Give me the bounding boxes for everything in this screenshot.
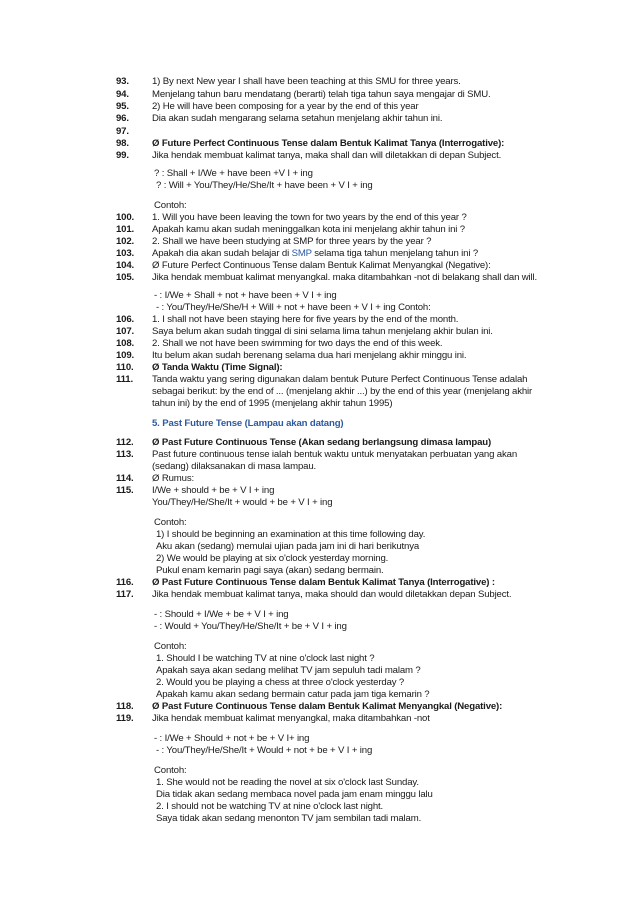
line-number: 112. — [116, 437, 134, 448]
line-number: 104. — [116, 260, 135, 271]
line-text: Jika hendak membuat kalimat tanya, maka shall dan will diletakkan di depan Subject. — [152, 150, 502, 161]
example-text: Aku akan (sedang) memulai ujian pada jam ini di hari berikutnya — [156, 541, 420, 552]
line-text: 2) He will have been composing for a year by the end of this year — [152, 101, 419, 112]
line-number: 114. — [116, 473, 134, 484]
example-text: Saya tidak akan sedang menonton TV jam sembilan tadi malam. — [156, 813, 422, 824]
line-number: 110. — [116, 362, 134, 373]
section-heading: Ø Future Perfect Continuous Tense dalam Bentuk Kalimat Tanya (Interrogative): — [152, 138, 505, 149]
line-text: Ø Rumus: — [152, 473, 194, 484]
example-label-text: Contoh: — [154, 641, 187, 652]
line-number: 111. — [116, 374, 134, 385]
example-text: Apakah saya akan sedang melihat TV jam sepuluh tadi malam ? — [156, 665, 421, 676]
line-number: 94. — [116, 89, 129, 100]
formula-text: You/They/He/She/It + would + be + V I + ing — [152, 497, 333, 508]
formula-text: - : Would + You/They/He/She/It + be + V I + ing — [154, 621, 347, 632]
example-text: 2. I should not be watching TV at nine o'clock last night. — [156, 801, 384, 812]
line-number: 109. — [116, 350, 135, 361]
line-text: Apakah kamu akan sudah meninggalkan kota ini menjelang akhir tahun ini ? — [152, 224, 465, 235]
example-text: 1. She would not be reading the novel at six o'clock last Sunday. — [156, 777, 419, 788]
line-number: 116. — [116, 577, 134, 588]
line-text: 2. Shall we have been studying at SMP for three years by the year ? — [152, 236, 432, 247]
line-number: 100. — [116, 212, 135, 223]
smp-link[interactable]: SMP — [291, 248, 312, 259]
line-text: I/We + should + be + V I + ing — [152, 485, 275, 496]
line-text: Tanda waktu yang sering digunakan dalam bentuk Puture Perfect Continuous Tense adalah — [152, 374, 528, 385]
section-heading: Ø Tanda Waktu (Time Signal): — [152, 362, 283, 373]
line-number: 107. — [116, 326, 135, 337]
line-text: 1. Will you have been leaving the town for two years by the end of this year ? — [152, 212, 467, 223]
formula-text: ? : Shall + I/We + have been +V I + ing — [154, 168, 313, 179]
section-title-text: 5. Past Future Tense (Lampau akan datang) — [152, 418, 344, 429]
line-text-part: Apakah dia akan sudah belajar di — [152, 248, 292, 259]
line-number: 97. — [116, 126, 129, 137]
line-number: 99. — [116, 150, 129, 161]
line-text: Jika hendak membuat kalimat menyangkal. maka ditambahkan -not di belakang shall dan will. — [152, 272, 538, 283]
line-text: Saya belum akan sudah tinggal di sini selama lima tahun menjelang akhir bulan ini. — [152, 326, 493, 337]
line-text: Itu belum akan sudah berenang selama dua hari menjelang akhir minggu ini. — [152, 350, 467, 361]
example-label-text: Contoh: — [154, 517, 187, 528]
line-number: 101. — [116, 224, 135, 235]
line-text: Jika hendak membuat kalimat menyangkal, maka ditambahkan -not — [152, 713, 430, 724]
line-text: 2. Shall we not have been swimming for two days the end of this week. — [152, 338, 443, 349]
formula-text: - : Should + I/We + be + V I + ing — [154, 609, 289, 620]
example-text: Pukul enam kemarin pagi saya (akan) sedang bermain. — [156, 565, 384, 576]
example-text: Apakah kamu akan sedang bermain catur pada jam tiga kemarin ? — [156, 689, 430, 700]
line-text: Past future continuous tense ialah bentuk waktu untuk menyatakan perbuatan yang akan — [152, 449, 518, 460]
formula-text: - : I/We + Shall + not + have been + V I + ing — [154, 290, 337, 301]
line-text: Dia akan sudah mengarang selama setahun menjelang akhir tahun ini. — [152, 113, 443, 124]
line-text: (sedang) dilaksanakan di masa lampau. — [152, 461, 317, 472]
line-number: 119. — [116, 713, 134, 724]
example-label-text: Contoh: — [154, 765, 187, 776]
section-heading: Ø Past Future Continuous Tense dalam Bentuk Kalimat Tanya (Interrogative) : — [152, 577, 495, 588]
formula-text: - : You/They/He/She/It + Would + not + be + V I + ing — [156, 745, 373, 756]
line-number: 108. — [116, 338, 135, 349]
example-text: Dia tidak akan sedang membaca novel pada jam enam minggu lalu — [156, 789, 433, 800]
line-number: 95. — [116, 101, 129, 112]
section-heading: Ø Past Future Continuous Tense (Akan sedang berlangsung dimasa lampau) — [152, 437, 492, 448]
line-number: 96. — [116, 113, 129, 124]
line-text: Jika hendak membuat kalimat tanya, maka should dan would diletakkan depan Subject. — [152, 589, 512, 600]
line-number: 106. — [116, 314, 135, 325]
section-heading: Ø Past Future Continuous Tense dalam Bentuk Kalimat Menyangkal (Negative): — [152, 701, 503, 712]
line-text: 1. I shall not have been staying here for five years by the end of the month. — [152, 314, 459, 325]
example-label-text: Contoh: — [154, 200, 187, 211]
line-text-part: selama tiga tahun menjelang tahun ini ? — [311, 248, 479, 259]
example-text: 2. Would you be playing a chess at three o'clock yesterday ? — [156, 677, 405, 688]
line-number: 98. — [116, 138, 129, 149]
line-text: 1) By next New year I shall have been teaching at this SMU for three years. — [152, 76, 461, 87]
line-text: Ø Future Perfect Continuous Tense dalam Bentuk Kalimat Menyangkal (Negative): — [152, 260, 491, 271]
line-number: 118. — [116, 701, 134, 712]
line-number: 115. — [116, 485, 134, 496]
line-number: 103. — [116, 248, 135, 259]
line-text: tahun ini) by the end of 1995 (menjelang akhir tahun 1995) — [152, 398, 393, 409]
line-number: 105. — [116, 272, 135, 283]
line-number: 93. — [116, 76, 129, 87]
formula-text: - : I/We + Should + not + be + V I+ ing — [154, 733, 310, 744]
example-text: 1) I should be beginning an examination at this time following day. — [156, 529, 426, 540]
line-text: Menjelang tahun baru mendatang (berarti) telah tiga tahun saya mengajar di SMU. — [152, 89, 491, 100]
formula-text: ? : Will + You/They/He/She/It + have been + V I + ing — [156, 180, 373, 191]
line-text: sebagai berikut: by the end of ... (menjelang akhir ...) by the end of this year (menjelang akhir — [152, 386, 533, 397]
example-text: 1. Should I be watching TV at nine o'clock last night ? — [156, 653, 375, 664]
line-number: 102. — [116, 236, 135, 247]
line-text — [152, 248, 478, 259]
line-number: 117. — [116, 589, 134, 600]
line-number: 113. — [116, 449, 134, 460]
example-text: 2) We would be playing at six o'clock yesterday morning. — [156, 553, 389, 564]
formula-text: - : You/They/He/She/H + Will + not + have been + V I + ing Contoh: — [156, 302, 431, 313]
